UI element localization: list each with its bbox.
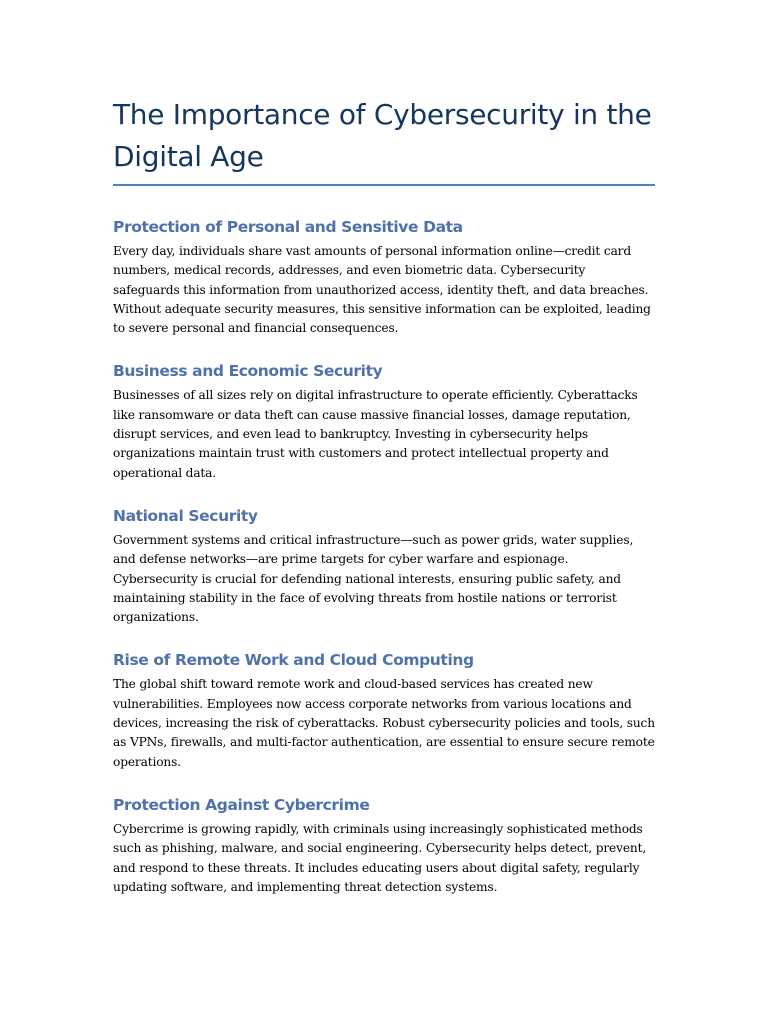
document-title: The Importance of Cybersecurity in the Digital Age (113, 98, 652, 173)
title-underline (113, 184, 655, 186)
section-remote-work (113, 649, 655, 771)
section-heading: Protection Against Cybercrime (113, 795, 370, 814)
section-body: Cybercrime is growing rapidly, with criminals using increasingly sophisticated methods such as phishing, malware, and social engineering. Cybersecurity helps detect, prevent, and respond to these threats. It includes educating users about digital safety, regularly updating software, and implementing threat detection systems. (113, 821, 647, 894)
document-page (113, 90, 655, 919)
section-cybercrime (113, 794, 655, 897)
section-body: Every day, individuals share vast amounts of personal information online—credit card numbers, medical records, addresses, and even biometric data. Cybersecurity safeguards this information from unauthorized access, identity theft, and data breaches. Without adequate security measures, this sensitive information can be exploited, leading to severe personal and financial consequences. (113, 244, 651, 336)
section-heading: National Security (113, 506, 258, 525)
section-body: Businesses of all sizes rely on digital infrastructure to operate efficiently. Cyberattacks like ransomware or data theft can cause massive financial losses, damage reputation, disrupt services, and even lead to bankruptcy. Investing in cybersecurity helps organizations maintain trust with customers and protect intellectual property and operational data. (113, 388, 638, 480)
section-heading: Rise of Remote Work and Cloud Computing (113, 651, 474, 670)
section-body: Government systems and critical infrastructure—such as power grids, water supplies, and defense networks—are prime targets for cyber warfare and espionage. Cybersecurity is crucial for defending national interests, ensuring public safety, and maintaining stability in the face of evolving threats from hostile nations or terrorist organizations. (113, 532, 634, 625)
section-body: The global shift toward remote work and cloud-based services has created new vulnerabilities. Employees now access corporate networks from various locations and devices, increasing the risk of cyberattacks. Robust cybersecurity policies and tools, such as VPNs, firewalls, and multi-factor authentication, are essential to ensure secure remote operations. (113, 677, 655, 769)
section-heading: Business and Economic Security (113, 362, 383, 381)
section-national-security (113, 505, 655, 627)
section-personal-data (113, 216, 655, 338)
section-business-security (113, 360, 655, 482)
section-heading: Protection of Personal and Sensitive Data (113, 218, 463, 236)
